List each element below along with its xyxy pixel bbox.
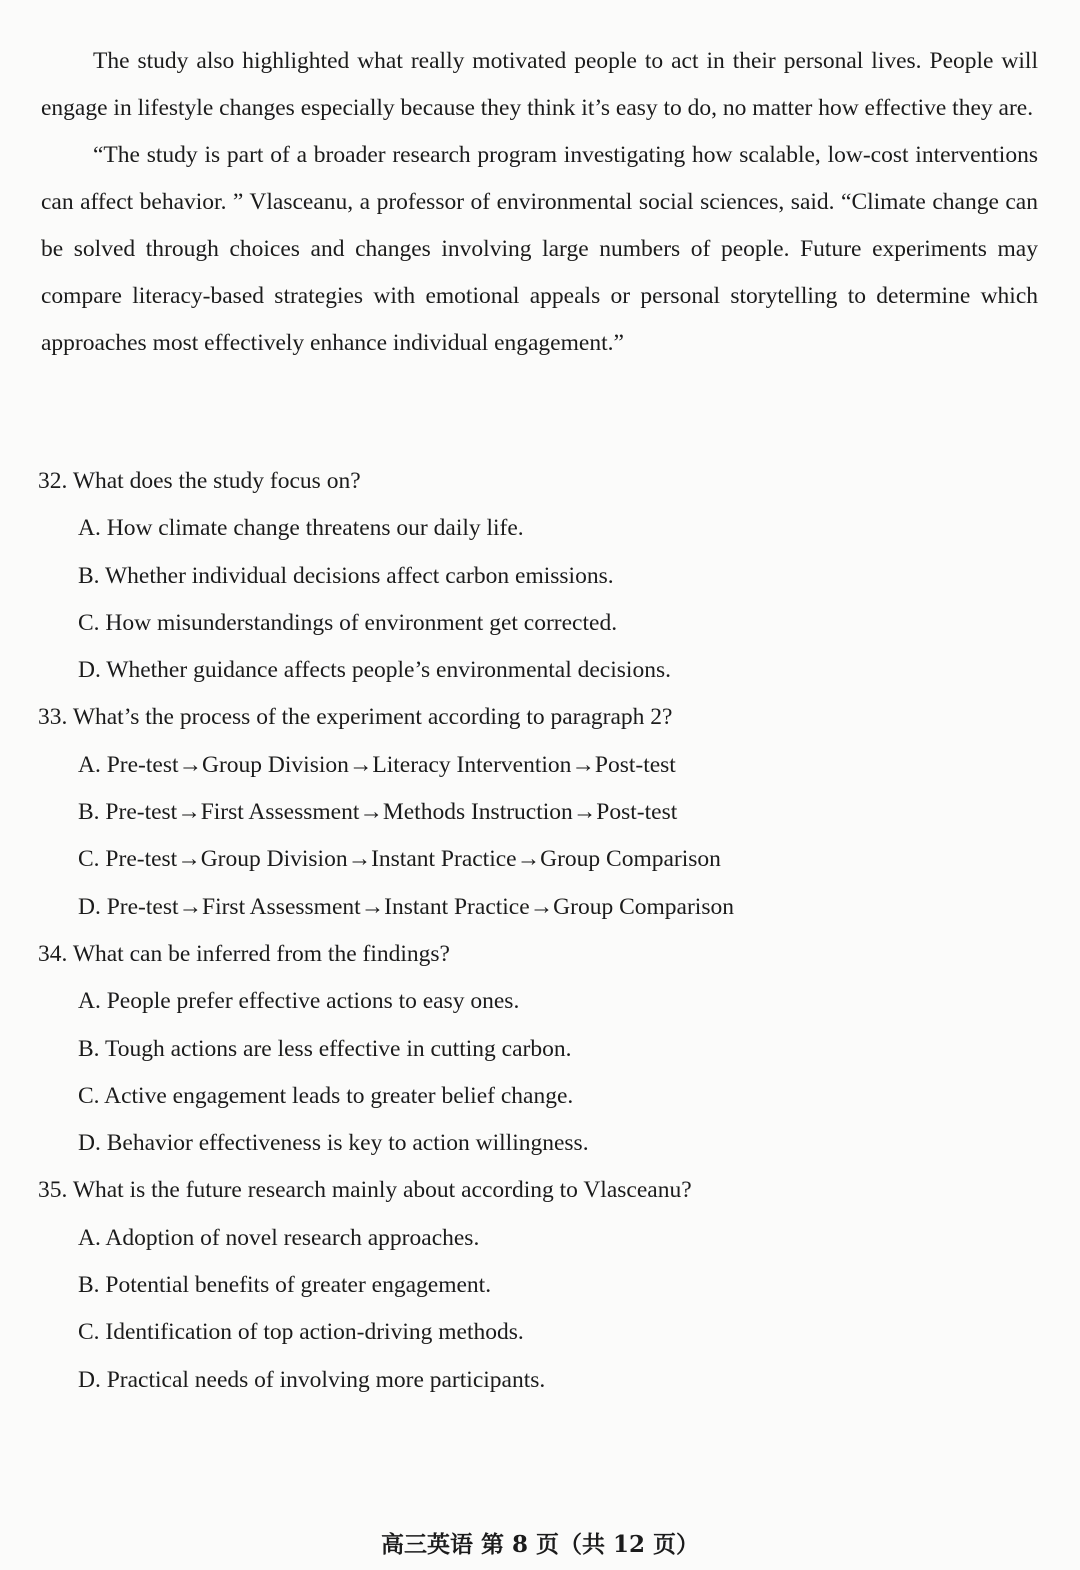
option-c: C. Identification of top action-driving methods.	[78, 1319, 524, 1346]
option-b: B. Pre-test→First Assessment→Methods Instruction→Post-test	[78, 799, 678, 826]
option-c: C. Pre-test→Group Division→Instant Practice→Group Comparison	[78, 846, 721, 873]
question-34	[38, 931, 1038, 1167]
option-a: A. Adoption of novel research approaches.	[78, 1224, 480, 1251]
option-b: B. Whether individual decisions affect carbon emissions.	[78, 562, 614, 589]
question-stem: 32. What does the study focus on?	[38, 468, 361, 494]
passage-paragraph: The study also highlighted what really motivated people to act in their personal lives. People will engage in lifestyle changes especially because they think it’s easy to do, no matter how effective they are.	[41, 48, 1038, 121]
option-a: A. Pre-test→Group Division→Literacy Intervention→Post-test	[78, 751, 676, 778]
option-a: A. People prefer effective actions to easy ones.	[78, 988, 520, 1015]
question-stem: 33. What’s the process of the experiment according to paragraph 2?	[38, 704, 673, 731]
question-stem: 34. What can be inferred from the findings?	[38, 940, 450, 967]
page-footer: 高三英语 第 8 页（共 12 页）	[380, 1531, 700, 1558]
question-list	[38, 458, 1038, 1404]
option-d: D. Pre-test→First Assessment→Instant Practice→Group Comparison	[78, 893, 734, 920]
reading-passage	[41, 38, 1038, 367]
option-d: D. Whether guidance affects people’s environmental decisions.	[78, 657, 671, 684]
option-d: D. Practical needs of involving more participants.	[78, 1366, 546, 1393]
question-35	[38, 1167, 1038, 1403]
option-c: C. Active engagement leads to greater belief change.	[78, 1082, 574, 1109]
passage-paragraph: “The study is part of a broader research program investigating how scalable, low-cost interventions can affect behavior. ” Vlasceanu, a professor of environmental social sciences, said. “Climate change can be solved through choices and changes involving large numbers of people. Future experiments may compare literacy-based strategies with emotional appeals or personal storytelling to determine which approaches most effectively enhance individual engagement.”	[41, 142, 1038, 356]
question-stem: 35. What is the future research mainly about according to Vlasceanu?	[38, 1177, 692, 1204]
option-a: A. How climate change threatens our daily life.	[78, 515, 524, 542]
option-c: C. How misunderstandings of environment get corrected.	[78, 609, 618, 636]
option-d: D. Behavior effectiveness is key to action willingness.	[78, 1130, 589, 1157]
option-b: B. Potential benefits of greater engagement.	[78, 1272, 492, 1299]
question-33	[38, 694, 1038, 930]
question-32	[38, 458, 1038, 694]
option-b: B. Tough actions are less effective in cutting carbon.	[78, 1035, 572, 1062]
